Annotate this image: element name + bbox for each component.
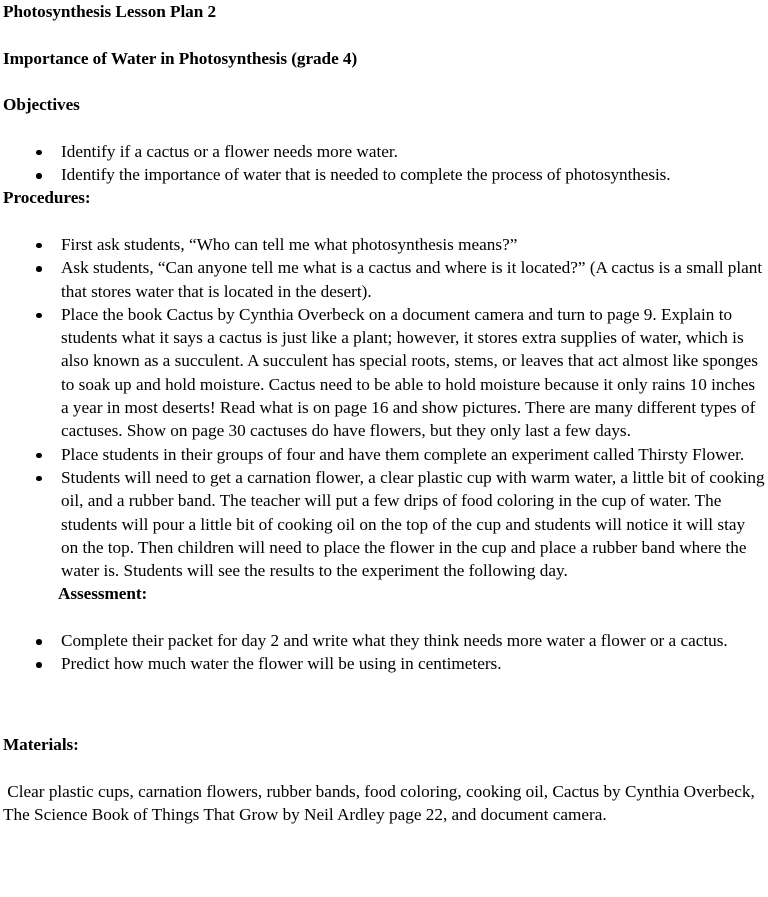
list-item: Identify the importance of water that is needed to complete the process of photosynthesis. bbox=[3, 163, 766, 186]
spacer bbox=[3, 70, 766, 93]
list-item: First ask students, “Who can tell me what photosynthesis means?” bbox=[3, 233, 766, 256]
spacer bbox=[3, 116, 766, 139]
list-item: Identify if a cactus or a flower needs more water. bbox=[3, 140, 766, 163]
spacer bbox=[3, 23, 766, 46]
list-item: Place students in their groups of four and have them complete an experiment called Thirsty Flower. bbox=[3, 443, 766, 466]
section-heading-assessment: Assessment: bbox=[58, 584, 148, 604]
document-subtitle: Importance of Water in Photosynthesis (grade 4) bbox=[3, 48, 358, 68]
spacer bbox=[3, 676, 766, 699]
materials-paragraph: Clear plastic cups, carnation flowers, rubber bands, food coloring, cooking oil, Cactus by Cynthia Overbeck, The Science Book of Things That Grow by Neil Ardley page 22, and document camera. bbox=[3, 781, 759, 825]
spacer bbox=[3, 210, 766, 233]
procedures-list bbox=[3, 233, 766, 582]
assessment-list bbox=[3, 629, 766, 676]
section-heading-objectives: Objectives bbox=[3, 95, 80, 115]
spacer bbox=[3, 757, 766, 780]
spacer bbox=[3, 699, 766, 722]
list-item: Ask students, “Can anyone tell me what is a cactus and where is it located?” (A cactus is a small plant that stores water that is located in the desert). bbox=[3, 256, 766, 303]
spacer bbox=[3, 722, 766, 733]
spacer bbox=[3, 606, 766, 629]
section-heading-procedures: Procedures: bbox=[3, 188, 91, 208]
objectives-list bbox=[3, 140, 766, 187]
list-item: Complete their packet for day 2 and write what they think needs more water a flower or a cactus. bbox=[3, 629, 766, 652]
section-heading-materials: Materials: bbox=[3, 735, 79, 755]
list-item: Predict how much water the flower will be using in centimeters. bbox=[3, 652, 766, 675]
list-item: Students will need to get a carnation flower, a clear plastic cup with warm water, a little bit of cooking oil, and a rubber band. The teacher will put a few drips of food coloring in the cup of water. The students will pour a little bit of cooking oil on the top of the cup and students will notice it will stay on the top. Then children will need to place the flower in the cup and place a rubber band where the water is. Students will see the results to the experiment the following day. bbox=[3, 466, 766, 582]
list-item: Place the book Cactus by Cynthia Overbeck on a document camera and turn to page 9. Explain to students what it says a cactus is just like a plant; however, it stores extra supplies of water, which is also known as a succulent. A succulent has special roots, stems, or leaves that act almost like sponges to soak up and hold moisture. Cactus need to be able to hold moisture because it only rains 10 inches a year in most deserts! Read what is on page 16 and show pictures. There are many different types of cactuses. Show on page 30 cactuses do have flowers, but they only last a few days. bbox=[3, 303, 766, 443]
document-title: Photosynthesis Lesson Plan 2 bbox=[3, 2, 217, 21]
